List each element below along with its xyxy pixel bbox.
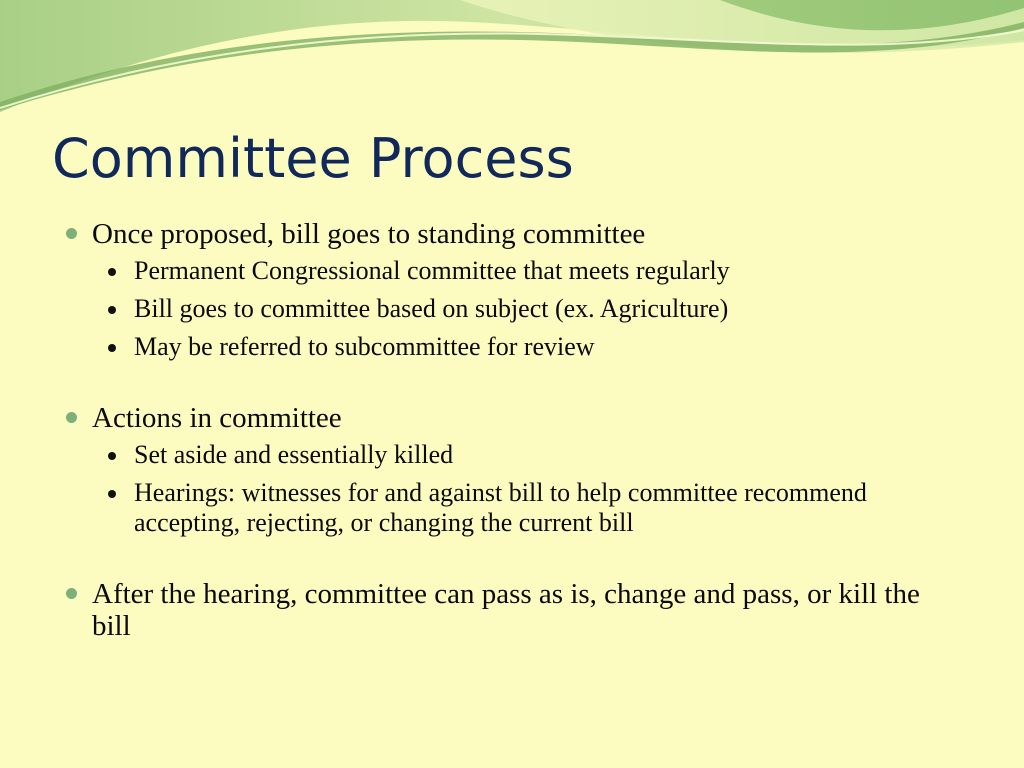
sub-bullet-item <box>104 332 962 362</box>
bullet-text: After the hearing, committee can pass as is, change and pass, or kill the bill <box>92 578 920 642</box>
sub-bullet-item <box>104 256 962 286</box>
bullet-dot-icon <box>66 588 77 599</box>
sub-bullet-dot-icon <box>108 490 116 498</box>
sub-bullet-dot-icon <box>108 344 116 352</box>
sub-bullet-dot-icon <box>108 268 116 276</box>
sub-bullet-dot-icon <box>108 452 116 460</box>
sub-bullet-text: Permanent Congressional committee that meets regularly <box>134 256 730 285</box>
bullet-list <box>62 218 962 642</box>
sub-bullet-text: Bill goes to committee based on subject (ex. Agriculture) <box>134 294 729 323</box>
bullet-text: Once proposed, bill goes to standing committee <box>92 218 646 250</box>
sub-bullet-item <box>104 294 962 324</box>
sub-bullet-list <box>92 256 962 362</box>
sub-bullet-item <box>104 440 962 470</box>
bullet-item <box>62 218 962 362</box>
sub-bullet-list <box>92 440 962 538</box>
sub-bullet-item <box>104 478 962 538</box>
sub-bullet-dot-icon <box>108 306 116 314</box>
bullet-item <box>62 402 962 538</box>
bullet-text: Actions in committee <box>92 402 342 434</box>
bullet-dot-icon <box>66 412 77 423</box>
sub-bullet-text: Set aside and essentially killed <box>134 440 454 469</box>
bullet-dot-icon <box>66 228 77 239</box>
slide-title: Committee Process <box>52 127 574 190</box>
sub-bullet-text: May be referred to subcommittee for review <box>134 332 595 361</box>
decorative-wave-header <box>0 0 1024 130</box>
bullet-item <box>62 578 962 642</box>
slide-content <box>62 218 962 642</box>
sub-bullet-text: Hearings: witnesses for and against bill to help committee recommend accepting, rejecting, or changing the current bill <box>134 478 867 537</box>
